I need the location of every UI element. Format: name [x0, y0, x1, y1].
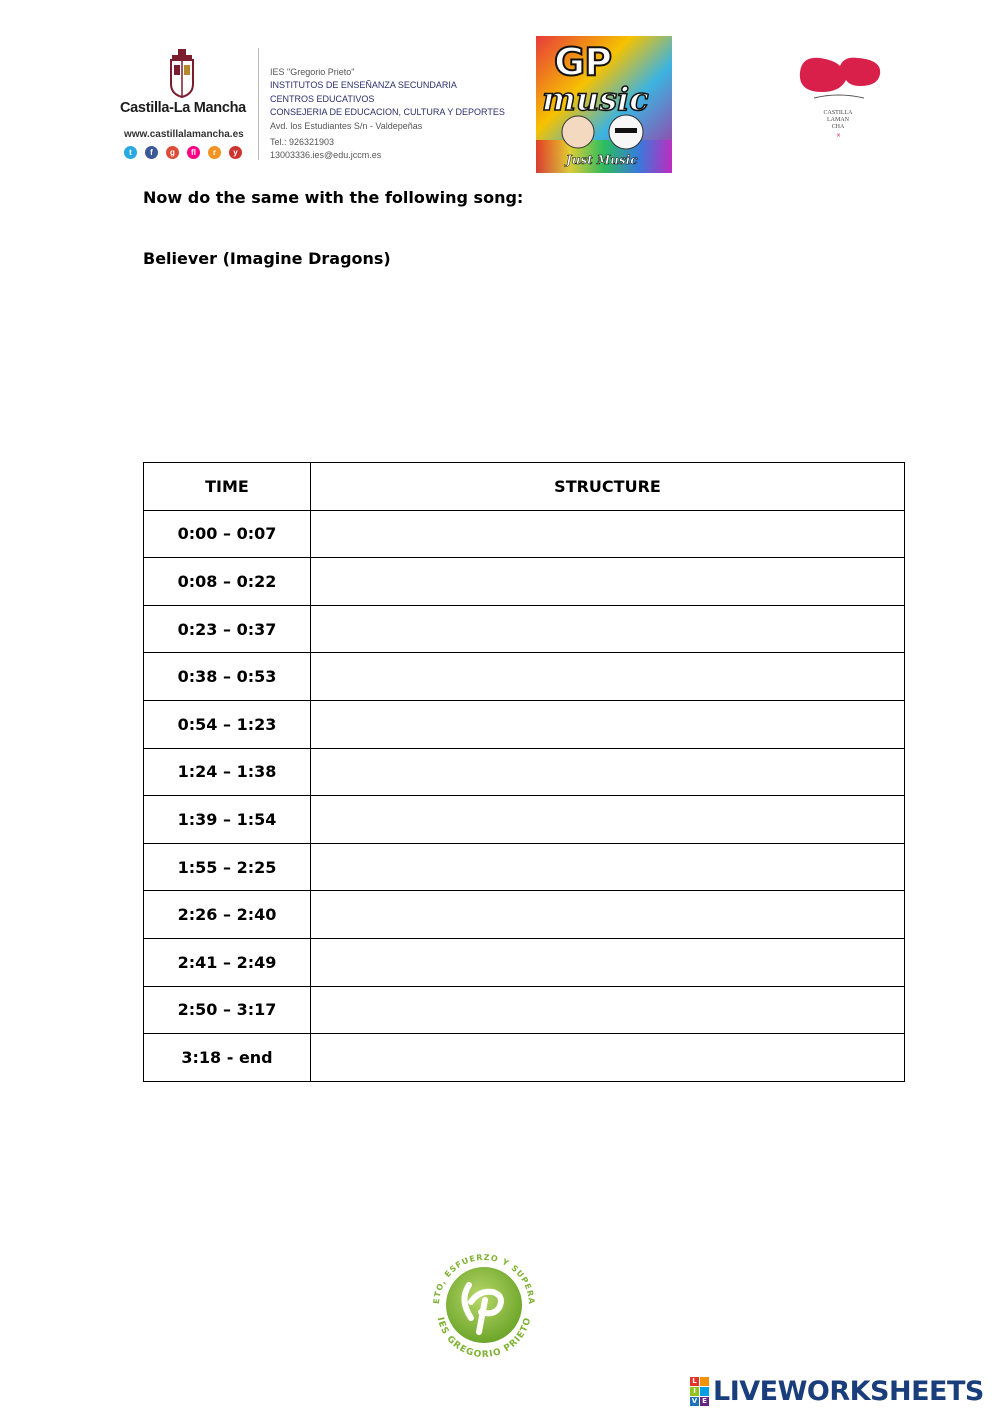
school-phone: Tel.: 926321903 — [270, 137, 335, 148]
table-row — [144, 653, 905, 701]
time-cell: 1:39 – 1:54 — [144, 796, 311, 844]
school-name: IES "Gregorio Prieto" — [270, 67, 355, 77]
time-cell: 2:50 – 3:17 — [144, 986, 311, 1034]
time-cell: 0:08 – 0:22 — [144, 558, 311, 606]
structure-answer-cell[interactable] — [311, 700, 905, 748]
structure-answer-cell[interactable] — [311, 891, 905, 939]
lw-grid-cell: L — [690, 1377, 699, 1386]
time-cell: 0:00 – 0:07 — [144, 510, 311, 558]
structure-answer-cell[interactable] — [311, 558, 905, 606]
school-email: 13003336.ies@edu.jccm.es — [270, 150, 382, 161]
lw-grid-cell — [700, 1387, 709, 1396]
structure-answer-cell[interactable] — [311, 748, 905, 796]
twitter-icon[interactable]: t — [124, 146, 137, 159]
castilla-la-mancha-logo — [120, 48, 250, 164]
instruction-text: Now do the same with the following song: — [143, 188, 524, 207]
school-address: Avd. los Estudiantes S/n - Valdepeñas — [270, 120, 423, 131]
structure-answer-cell[interactable] — [311, 510, 905, 558]
table-row — [144, 938, 905, 986]
coat-of-arms-icon — [168, 48, 196, 98]
gp-logo-tagline: Just Music — [566, 153, 638, 167]
cm-logo-text-1: CASTILLA — [823, 110, 853, 116]
structure-answer-cell[interactable] — [311, 653, 905, 701]
time-cell: 2:26 – 2:40 — [144, 891, 311, 939]
structure-answer-cell[interactable] — [311, 938, 905, 986]
time-cell: 0:23 – 0:37 — [144, 605, 311, 653]
lw-grid-cell — [700, 1377, 709, 1386]
header-divider — [258, 48, 259, 160]
table-row — [144, 700, 905, 748]
structure-answer-cell[interactable] — [311, 605, 905, 653]
region-website[interactable]: www.castillalamancha.es — [124, 129, 244, 140]
table-row — [144, 558, 905, 606]
gp-music-logo — [536, 36, 672, 173]
cm-logo-text-2: LAMAN — [827, 117, 849, 123]
ies-gregorio-prieto-seal — [419, 1240, 549, 1370]
structure-table — [143, 462, 905, 1082]
table-row — [144, 843, 905, 891]
cm-red-logo — [790, 52, 886, 144]
time-cell: 3:18 - end — [144, 1034, 311, 1082]
time-cell: 1:55 – 2:25 — [144, 843, 311, 891]
structure-answer-cell[interactable] — [311, 986, 905, 1034]
table-row — [144, 986, 905, 1034]
youtube-icon[interactable]: y — [229, 146, 242, 159]
cm-logo-text-3: CHA — [831, 124, 845, 130]
time-cell: 0:38 – 0:53 — [144, 653, 311, 701]
gp-logo-word: music — [542, 80, 649, 118]
region-name: Castilla-La Mancha — [120, 100, 246, 116]
table-row — [144, 1034, 905, 1082]
lw-grid-cell: V — [691, 1396, 698, 1405]
song-title: Believer (Imagine Dragons) — [143, 249, 391, 268]
googleplus-icon[interactable]: g — [166, 146, 179, 159]
structure-answer-cell[interactable] — [311, 796, 905, 844]
school-info — [270, 66, 505, 163]
time-cell: 0:54 – 1:23 — [144, 700, 311, 748]
structure-answer-cell[interactable] — [311, 1034, 905, 1082]
structure-header: STRUCTURE — [311, 463, 905, 511]
table-row — [144, 510, 905, 558]
lw-grid-cell: I — [690, 1387, 699, 1396]
school-department: CONSEJERIA DE EDUCACION, CULTURA Y DEPORTES — [270, 107, 505, 118]
cm-logo-mark: × — [836, 132, 842, 139]
time-cell: 1:24 – 1:38 — [144, 748, 311, 796]
rss-icon[interactable]: r — [208, 146, 221, 159]
table-row — [144, 605, 905, 653]
facebook-icon[interactable]: f — [145, 146, 158, 159]
table-row — [144, 748, 905, 796]
flickr-icon[interactable]: fl — [187, 146, 200, 159]
liveworksheets-brand[interactable] — [690, 1374, 984, 1408]
table-body — [144, 510, 905, 1081]
svg-text:IES GREGORIO PRIETO: IES GREGORIO PRIETO — [434, 1316, 534, 1361]
liveworksheets-wordmark: LIVEWORKSHEETS — [713, 1375, 984, 1407]
school-centers: CENTROS EDUCATIVOS — [270, 93, 375, 104]
structure-answer-cell[interactable] — [311, 843, 905, 891]
red-shape-icon — [790, 52, 886, 102]
time-cell: 2:41 – 2:49 — [144, 938, 311, 986]
school-type: INSTITUTOS DE ENSEÑANZA SECUNDARIA — [270, 80, 457, 91]
time-header: TIME — [144, 463, 311, 511]
lw-grid-cell: E — [700, 1397, 709, 1406]
liveworksheets-grid-icon — [690, 1377, 709, 1406]
table-row — [144, 891, 905, 939]
gp-logo-initials: GP — [554, 40, 612, 84]
table-row — [144, 796, 905, 844]
svg-text:RESPETO, ESFUERZO Y SUPERACIÓN: ETO, ESFUERZO Y SUPERA — [431, 1252, 537, 1306]
table-header-row — [144, 463, 905, 511]
